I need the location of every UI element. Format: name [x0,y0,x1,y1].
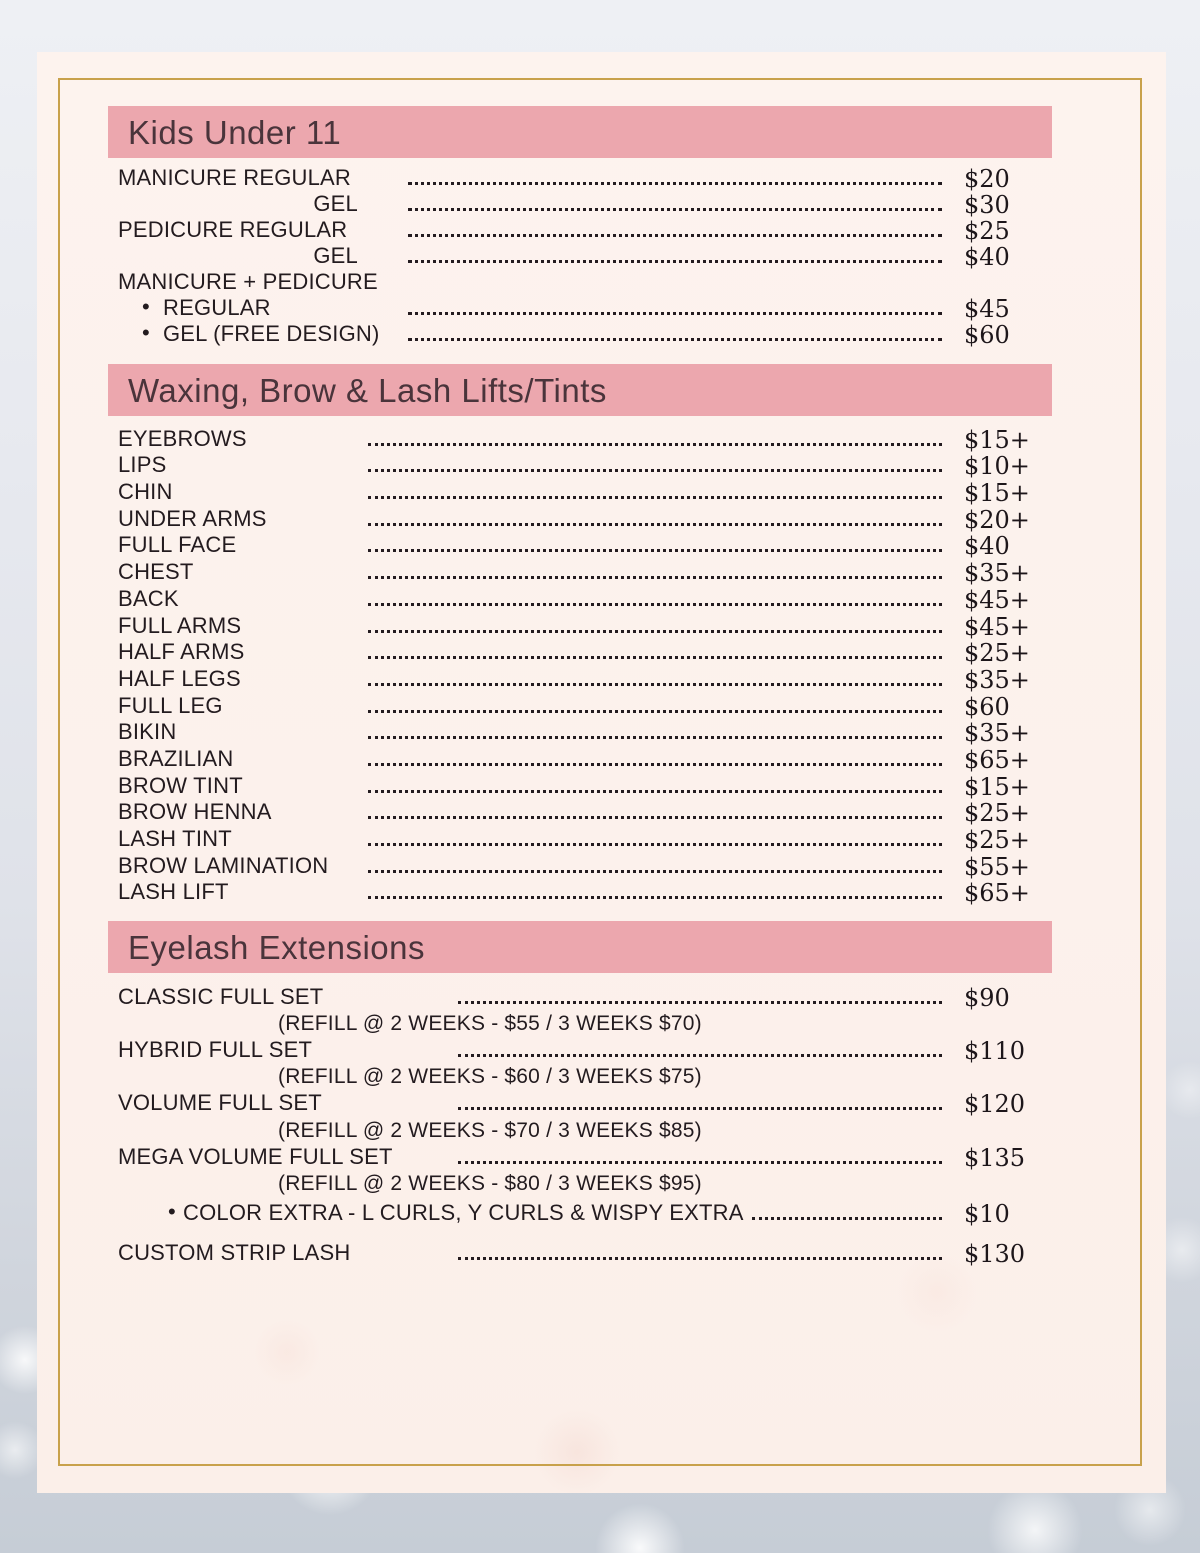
service-price: $110 [964,1037,1026,1066]
service-price: $25+ [964,639,1030,668]
refill-note: (REFILL @ 2 WEEKS - $60 / 3 WEEKS $75) [278,1065,702,1089]
price-row [118,693,1044,720]
price-row-line [118,613,1044,640]
service-price: $15+ [964,425,1030,454]
service-label: GEL [313,243,358,268]
service-price: $15+ [964,479,1030,508]
price-row [118,613,1044,640]
service-label: FULL LEG [118,692,223,718]
service-label: BROW HENNA [118,799,272,825]
service-label: BACK [118,585,179,611]
dot-leader [368,763,942,766]
price-row [118,506,1044,533]
dot-leader [368,896,942,899]
service-price: $25+ [964,799,1030,828]
price-row-line [118,559,1044,586]
service-label: FULL FACE [118,532,237,558]
refill-note: (REFILL @ 2 WEEKS - $80 / 3 WEEKS $95) [278,1171,702,1195]
service-label: HALF LEGS [118,665,241,691]
service-price: $45+ [964,612,1030,641]
price-row-line [118,218,1044,244]
service-price: $60 [964,692,1010,721]
price-row-line [118,984,1044,1011]
service-price: $35+ [964,559,1030,588]
price-row-line [118,1200,1044,1227]
service-price: $40 [964,243,1010,271]
dot-leader [408,234,942,237]
price-row-line [118,1144,1044,1171]
service-label: COLOR EXTRA - L CURLS, Y CURLS & WISPY EXTRA [183,1199,744,1225]
service-price: $30 [964,191,1010,219]
price-row-line [118,270,1044,296]
service-price: $20+ [964,505,1030,534]
price-row [118,559,1044,586]
dot-leader [368,736,942,739]
service-label: MEGA VOLUME FULL SET [118,1143,393,1169]
service-label: FULL ARMS [118,612,242,638]
dot-leader [408,260,942,263]
price-row [118,773,1044,800]
section-title-banner [108,921,1052,973]
price-row [118,853,1044,880]
service-label: HALF ARMS [118,639,245,665]
price-row [118,880,1044,907]
price-row [118,1200,1044,1227]
service-price: $90 [964,983,1010,1012]
dot-leader [458,1107,942,1110]
service-label: UNDER ARMS [118,505,267,531]
price-row [118,192,1044,218]
menu-panel [37,52,1166,1493]
price-row [118,244,1044,270]
price-row [118,826,1044,853]
service-price: $10 [964,1199,1010,1228]
price-row-line [118,1038,1044,1065]
price-row-line [118,880,1044,907]
price-row [118,586,1044,613]
dot-leader [368,443,942,446]
dot-leader [368,549,942,552]
service-label: CLASSIC FULL SET [118,983,324,1009]
price-row-line [118,244,1044,270]
price-row-line [118,746,1044,773]
section-title-banner [108,364,1052,416]
price-row-line [118,166,1044,192]
dot-leader [408,338,942,341]
price-row-line [118,586,1044,613]
service-label: EYEBROWS [118,425,247,451]
service-price: $130 [964,1240,1026,1269]
service-price: $55+ [964,852,1030,881]
section-title: Kids Under 11 [128,113,342,151]
menu-section [118,106,1044,348]
price-row-line [118,426,1044,453]
service-price: $10+ [964,452,1030,481]
bullet-icon: • [168,1198,176,1224]
price-row [118,984,1044,1037]
section-title: Waxing, Brow & Lash Lifts/Tints [128,371,607,409]
price-row-line [118,826,1044,853]
price-row [118,296,1044,322]
price-row [118,1241,1044,1268]
price-row-line [118,192,1044,218]
dot-leader [368,816,942,819]
menu-section [118,921,1044,1267]
refill-note: (REFILL @ 2 WEEKS - $55 / 3 WEEKS $70) [278,1012,702,1036]
service-label: CHEST [118,559,194,585]
dot-leader [368,870,942,873]
dot-leader [408,182,942,185]
service-label: HYBRID FULL SET [118,1037,313,1063]
price-row [118,746,1044,773]
price-row-line [118,693,1044,720]
service-label: PEDICURE REGULAR [118,217,348,242]
dot-leader [458,1001,942,1004]
price-row-line [118,800,1044,827]
section-title: Eyelash Extensions [128,928,425,966]
service-price: $15+ [964,772,1030,801]
price-row [118,426,1044,453]
dot-leader [368,790,942,793]
service-label: CUSTOM STRIP LASH [118,1240,351,1266]
service-price: $35+ [964,665,1030,694]
price-row-line [118,506,1044,533]
dot-leader [368,603,942,606]
service-label: VOLUME FULL SET [118,1090,322,1116]
service-label: BRAZILIAN [118,745,234,771]
dot-leader [368,843,942,846]
price-row [118,800,1044,827]
price-row [118,322,1044,348]
service-label: BIKIN [118,719,177,745]
service-price: $25+ [964,826,1030,854]
bullet-icon: • [142,320,150,345]
service-price: $40 [964,532,1010,561]
price-row-line [118,853,1044,880]
price-row [118,720,1044,747]
price-row [118,1144,1044,1197]
price-row [118,533,1044,560]
dot-leader [368,496,942,499]
dot-leader [368,630,942,633]
service-price: $25 [964,217,1010,245]
dot-leader [368,576,942,579]
price-row [118,218,1044,244]
service-label: REGULAR [163,295,271,320]
service-label: LASH TINT [118,826,232,851]
dot-leader [458,1257,942,1260]
price-row-line [118,322,1044,348]
service-label: GEL (FREE DESIGN) [163,321,380,346]
price-row [118,640,1044,667]
section-title-banner [108,106,1052,158]
price-row-line [118,533,1044,560]
service-price: $120 [964,1090,1026,1119]
service-label: LASH LIFT [118,879,229,905]
service-label: CHIN [118,479,173,505]
price-row-line [118,453,1044,480]
price-row [118,270,1044,296]
price-row [118,166,1044,192]
dot-leader [458,1054,942,1057]
section-rows [118,166,1044,348]
price-row-line [118,479,1044,506]
price-row [118,666,1044,693]
service-label: BROW TINT [118,772,243,798]
dot-leader [368,683,942,686]
price-row-line [118,296,1044,322]
price-list [118,106,1044,1267]
dot-leader [408,208,942,211]
service-price: $65+ [964,745,1030,774]
price-row [118,479,1044,506]
service-label: BROW LAMINATION [118,852,329,878]
price-row-line [118,666,1044,693]
dot-leader [458,1161,942,1164]
dot-leader [368,710,942,713]
service-price: $135 [964,1143,1026,1172]
service-price: $60 [964,321,1010,349]
service-label: MANICURE REGULAR [118,165,352,190]
price-row [118,1038,1044,1091]
service-price: $65+ [964,879,1030,908]
section-rows [118,426,1044,906]
service-price: $35+ [964,719,1030,748]
service-label: GEL [313,191,358,216]
menu-section [118,364,1044,906]
dot-leader [368,656,942,659]
service-label: MANICURE + PEDICURE [118,269,378,294]
bullet-icon: • [142,294,150,319]
price-row-line [118,720,1044,747]
price-row-line [118,1091,1044,1118]
dot-leader [752,1217,942,1220]
section-rows [118,984,1044,1267]
price-row-line [118,773,1044,800]
dot-leader [408,312,942,315]
service-price: $45+ [964,585,1030,614]
dot-leader [368,523,942,526]
service-label: LIPS [118,452,167,478]
dot-leader [368,469,942,472]
service-price: $20 [964,165,1010,193]
price-row-line [118,640,1044,667]
price-row-line [118,1241,1044,1268]
service-price: $45 [964,295,1010,323]
refill-note: (REFILL @ 2 WEEKS - $70 / 3 WEEKS $85) [278,1118,702,1142]
price-row [118,453,1044,480]
price-row [118,1091,1044,1144]
